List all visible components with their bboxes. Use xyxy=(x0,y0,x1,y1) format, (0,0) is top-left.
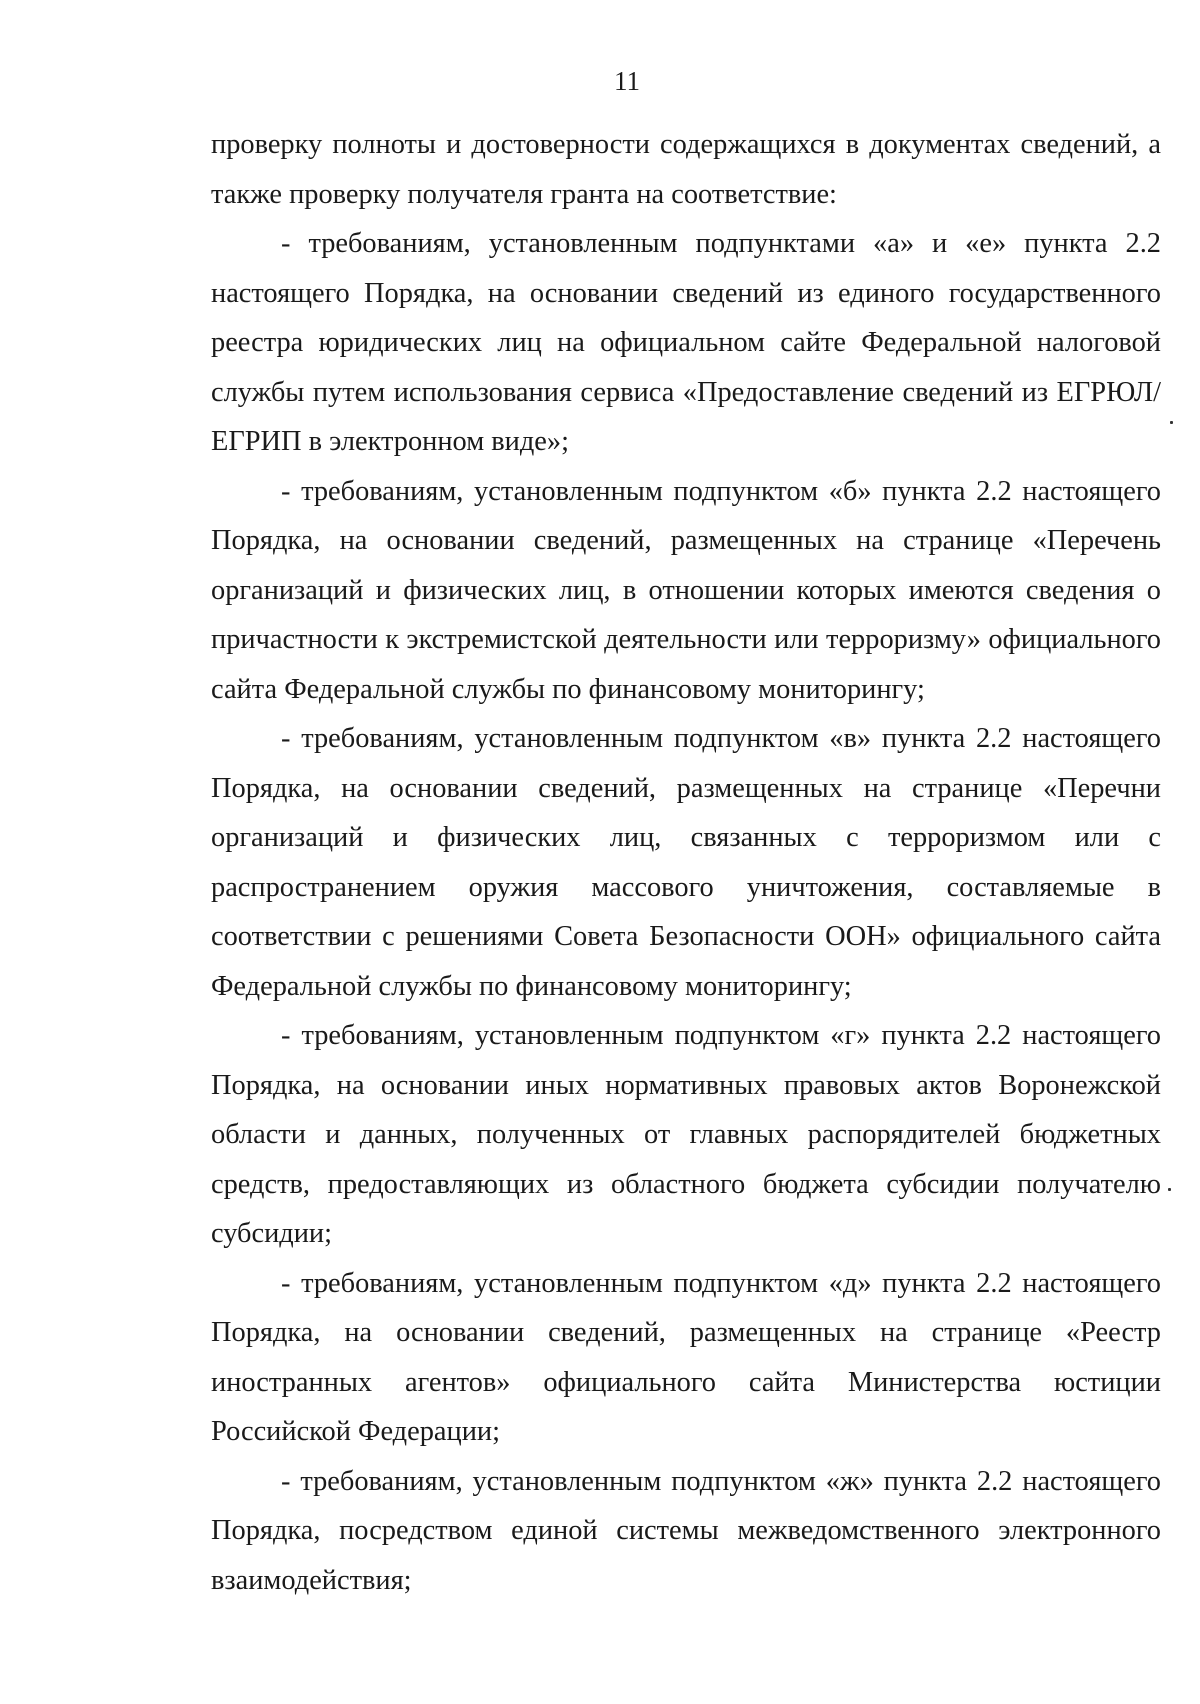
document-body xyxy=(211,120,1161,1605)
paragraph-requirement-b: - требованиям, установленным подпунктом «б» пункта 2.2 настоящего Порядка, на основании сведений, размещенных на странице «Перечень организаций и физических лиц, в отношении которых имеются сведения о причастности к экстремистской деятельности или терроризму» официального сайта Федеральной службы по финансовому мониторингу; xyxy=(211,475,1161,705)
page-number: 11 xyxy=(614,66,640,96)
scan-speck xyxy=(1168,1188,1171,1191)
paragraph-requirement-zh: - требованиям, установленным подпунктом «ж» пункта 2.2 настоящего Порядка, посредством единой системы межведомственного электронного взаимодействия; xyxy=(211,1465,1161,1596)
scan-speck xyxy=(1170,421,1173,424)
paragraph-requirement-d: - требованиям, установленным подпунктом «д» пункта 2.2 настоящего Порядка, на основании сведений, размещенных на странице «Реестр иностранных агентов» официального сайта Министерства юстиции Российской Федерации; xyxy=(211,1267,1161,1447)
paragraph-requirement-v: - требованиям, установленным подпунктом «в» пункта 2.2 настоящего Порядка, на основании сведений, размещенных на странице «Перечни организаций и физических лиц, связанных с терроризмом или с распространением оружия массового уничтожения, составляемые в соответствии с решениями Совета Безопасности ООН» официального сайта Федеральной службы по финансовому мониторингу; xyxy=(211,723,1161,1002)
paragraph-requirement-a-e: - требованиям, установленным подпунктами «а» и «е» пункта 2.2 настоящего Порядка, на основании сведений из единого государственного реестра юридических лиц на официальном сайте Федеральной налоговой службы путем использования сервиса «Предоставление сведений из ЕГРЮЛ/ЕГРИП в электронном виде»; xyxy=(211,228,1161,457)
paragraph-requirement-g: - требованиям, установленным подпунктом «г» пункта 2.2 настоящего Порядка, на основании иных нормативных правовых актов Воронежской области и данных, полученных от главных распорядителей бюджетных средств, предоставляющих из областного бюджета субсидии получателю субсидии; xyxy=(211,1020,1161,1249)
paragraph-intro: проверку полноты и достоверности содержащихся в документах сведений, а также проверку получателя гранта на соответствие: xyxy=(211,129,1161,210)
